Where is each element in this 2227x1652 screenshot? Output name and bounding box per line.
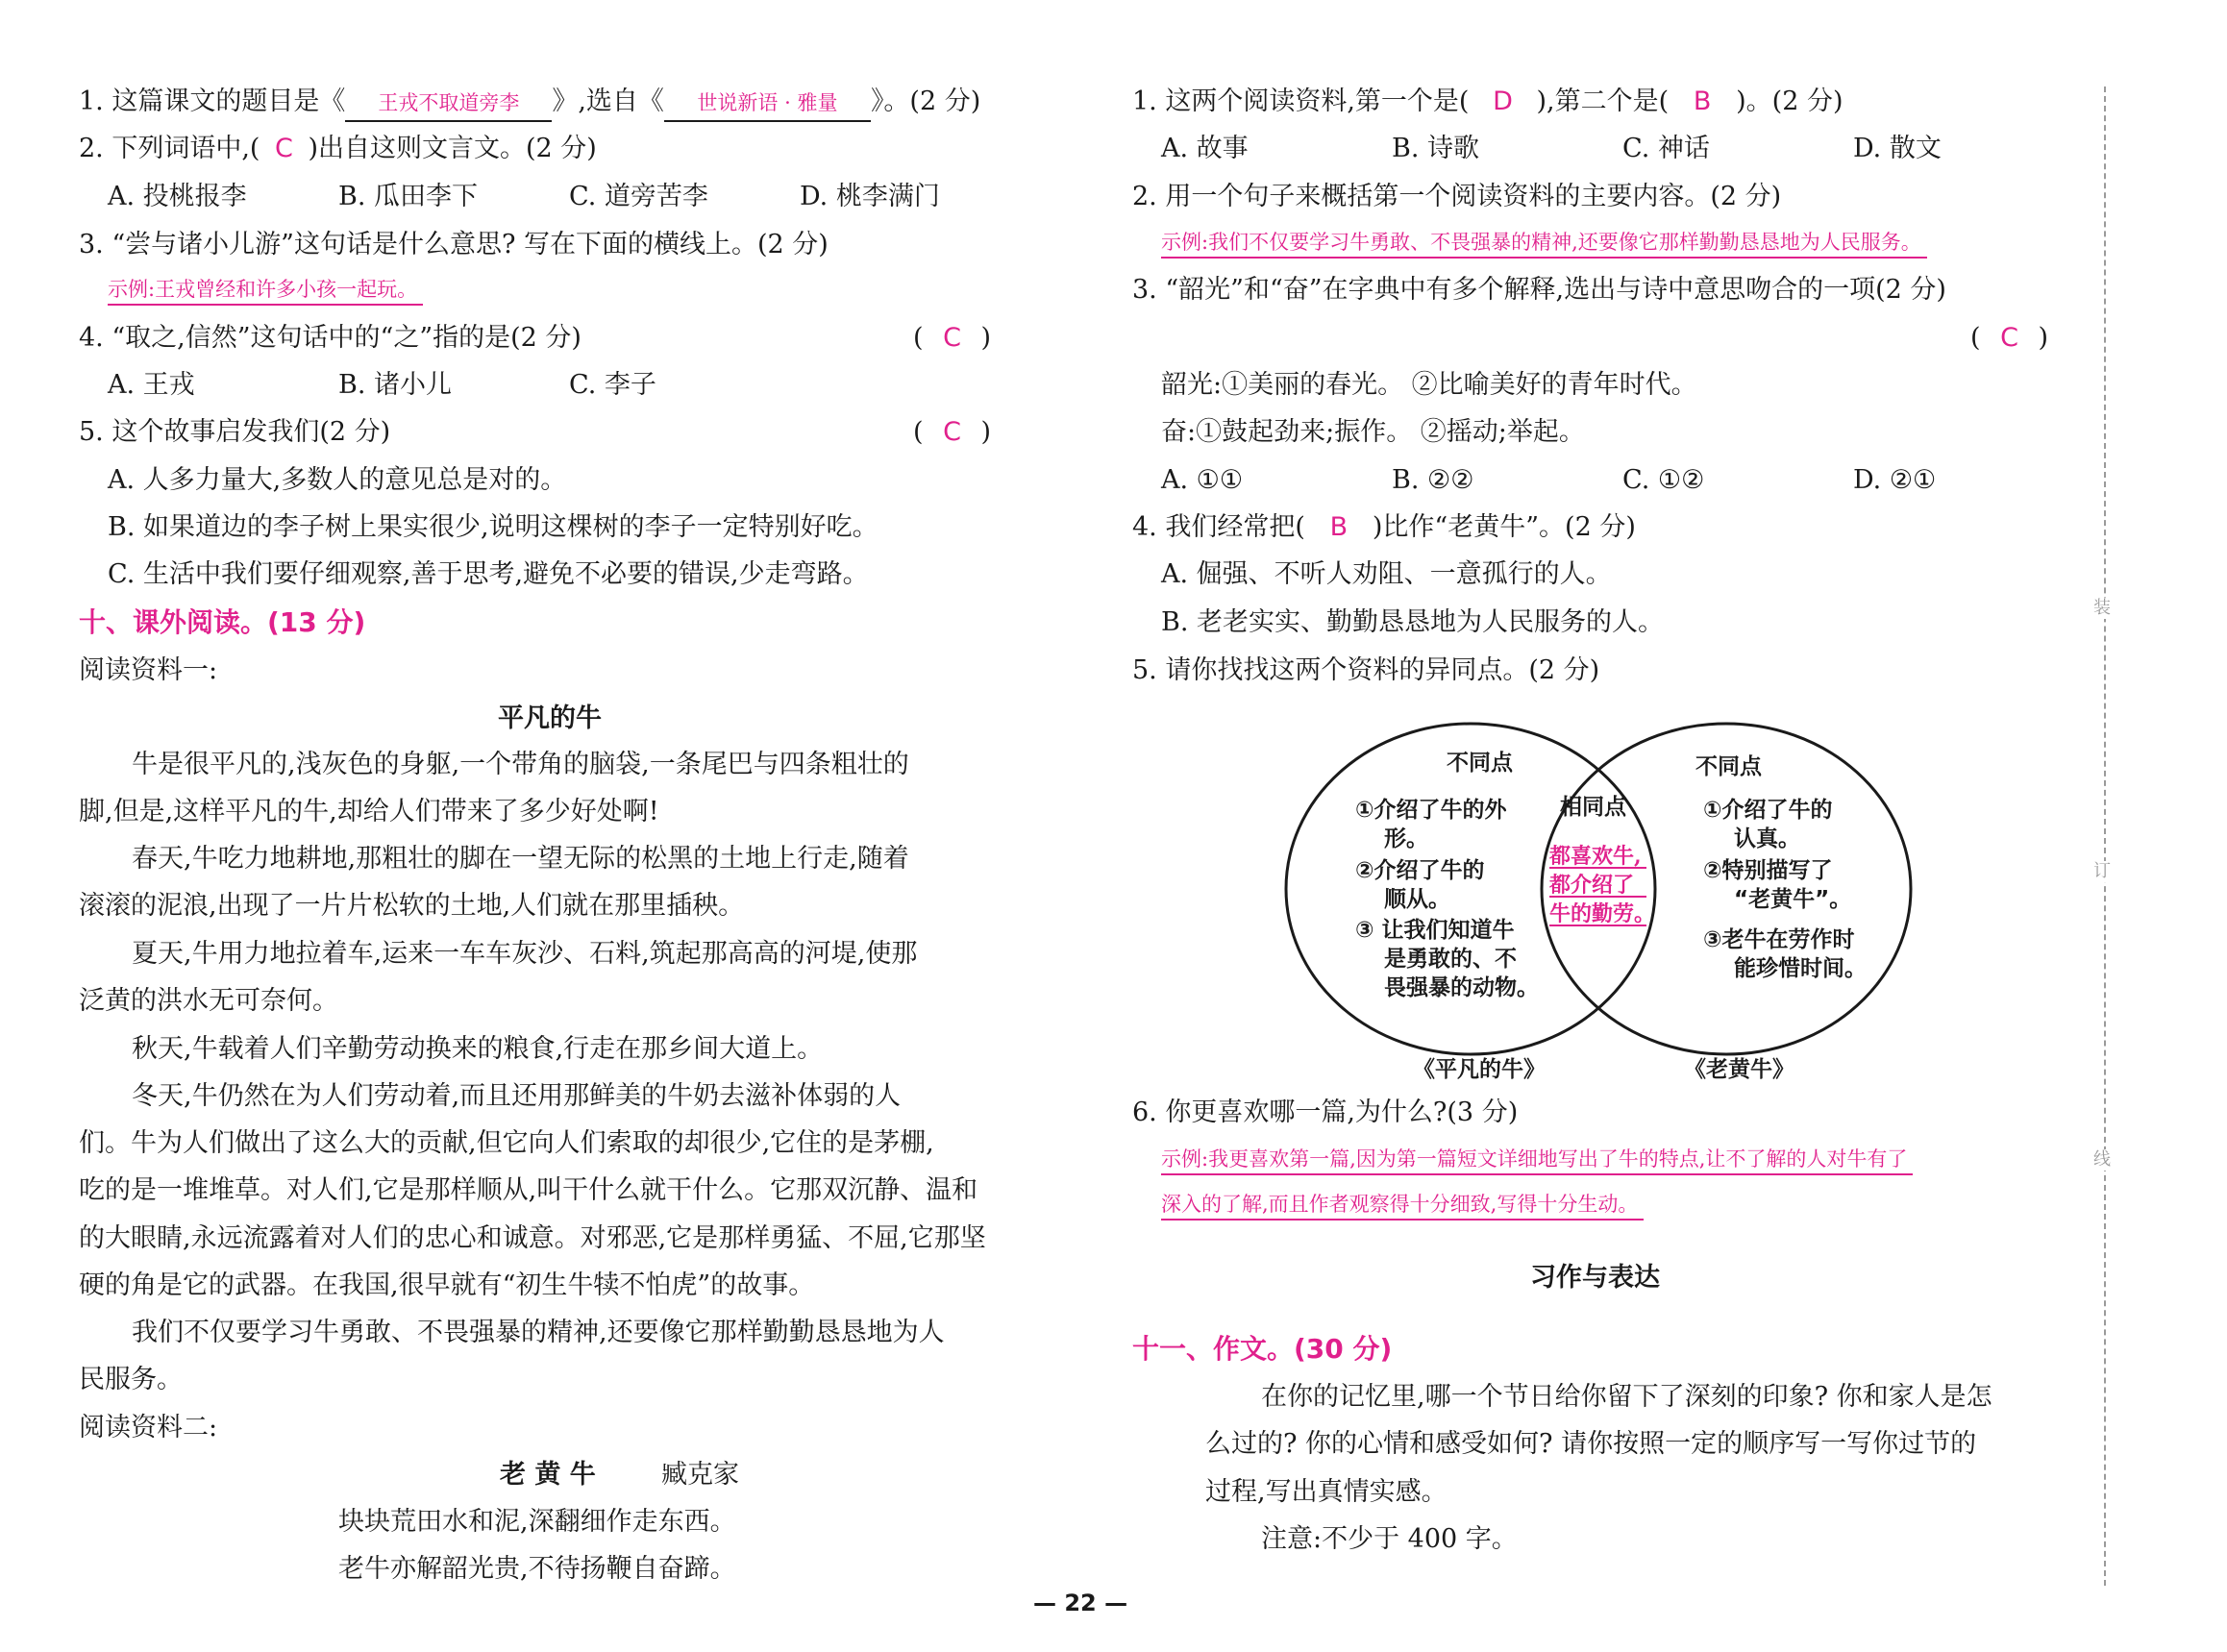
q1-text-mid: 》,选自《: [552, 86, 664, 116]
right-q4-option-a: A. 倔强、不听人劝阻、一意孤行的人。: [1161, 559, 1612, 589]
right-q1-option-c: C. 神话: [1622, 134, 1710, 163]
binding-line: [2104, 86, 2106, 1586]
right-q3-option-b: B. ②②: [1392, 465, 1474, 495]
venn-left-item: 顺从。: [1384, 887, 1450, 912]
q1-answer-source: 世说新语 · 雅量: [697, 91, 838, 114]
reading1-line: 脚,但是,这样平凡的牛,却给人们带来了多少好处啊!: [79, 797, 659, 826]
reading1-line: 硬的角是它的武器。在我国,很早就有“初生牛犊不怕虎”的故事。: [79, 1270, 815, 1300]
right-q6-answer: 示例:我更喜欢第一篇,因为第一篇短文详细地写出了牛的特点,让不了解的人对牛有了: [1161, 1145, 1913, 1175]
rq1-answer-1: D: [1493, 86, 1513, 116]
right-q4-option-b: B. 老老实实、勤勤恳恳地为人民服务的人。: [1161, 607, 1665, 637]
reading1-line: 的大眼睛,永远流露着对人们的忠心和诚意。对邪恶,它是那样勇猛、不屈,它那坚: [79, 1223, 986, 1253]
left-q5-option-a: A. 人多力量大,多数人的意见总是对的。: [108, 465, 567, 495]
venn-left-item: ②介绍了牛的: [1355, 858, 1485, 883]
left-q4-paren: ( C ): [913, 321, 991, 356]
reading1-line: 吃的是一堆堆草。对人们,它是那样顺从,叫干什么就干什么。它那双沉静、温和: [79, 1175, 978, 1205]
venn-right-item: 认真。: [1734, 826, 1800, 851]
right-q1: [1132, 85, 1843, 119]
reading1-line: 春天,牛吃力地耕地,那粗壮的脚在一望无际的松黑的土地上行走,随着: [132, 844, 909, 874]
left-q2-option-a: A. 投桃报李: [108, 182, 247, 211]
left-q2-option-b: B. 瓜田李下: [338, 182, 479, 211]
binding-mark: 装: [2093, 598, 2111, 618]
section-11-title: 十一、作文。(30 分): [1132, 1333, 1393, 1365]
rq4-answer: B: [1329, 512, 1349, 542]
rq4-text: 4. 我们经常把(: [1132, 512, 1305, 542]
right-q5: 5. 请你找找这两个资料的异同点。(2 分): [1132, 655, 1600, 685]
binding-mark: 线: [2093, 1149, 2111, 1170]
left-q4: 4. “取之,信然”这句话中的“之”指的是(2 分): [79, 323, 581, 353]
q2-text-post: )出自这则文言文。(2 分): [308, 134, 597, 163]
right-q2: 2. 用一个句子来概括第一个阅读资料的主要内容。(2 分): [1132, 182, 1782, 211]
right-q3-def1: 韶光:①美丽的春光。 ②比喻美好的青年时代。: [1161, 370, 1697, 400]
poem-title: 老 黄 牛: [500, 1460, 596, 1490]
venn-right-item: “老黄牛”。: [1734, 887, 1852, 912]
right-q6: 6. 你更喜欢哪一篇,为什么?(3 分): [1132, 1097, 1519, 1127]
venn-mid-answer: 都喜欢牛,: [1549, 844, 1642, 869]
reading1-line: 民服务。: [79, 1365, 183, 1394]
q2-answer: C: [275, 134, 293, 163]
right-q3-option-c: C. ①②: [1622, 465, 1705, 495]
q4-answer: C: [943, 323, 961, 353]
page-number: — 22 —: [1033, 1590, 1128, 1616]
venn-right-item: ③老牛在劳作时: [1703, 927, 1855, 952]
venn-right-item: 能珍惜时间。: [1734, 956, 1867, 981]
venn-left-item: ③ 让我们知道牛: [1355, 918, 1515, 943]
venn-left-label: 《平凡的牛》: [1413, 1057, 1546, 1082]
left-q3-answer: 示例:王戎曾经和许多小孩一起玩。: [108, 275, 423, 306]
right-q3-option-a: A. ①①: [1161, 465, 1244, 495]
essay-line: 过程,写出真情实感。: [1205, 1477, 1448, 1507]
left-q5: 5. 这个故事启发我们(2 分): [79, 417, 391, 447]
right-q3-def2: 奋:①鼓起劲来;振作。 ②摇动;举起。: [1161, 417, 1585, 447]
venn-mid-title: 相同点: [1560, 795, 1626, 820]
essay-note: 注意:不少于 400 字。: [1261, 1524, 1518, 1554]
reading1-line: 滚滚的泥浪,出现了一片片松软的土地,人们就在那里插秧。: [79, 891, 745, 921]
left-q4-option-b: B. 诸小儿: [338, 370, 453, 400]
right-q6-answer: 深入的了解,而且作者观察得十分细致,写得十分生动。: [1161, 1190, 1644, 1221]
q2-text: 2. 下列词语中,(: [79, 134, 260, 163]
right-q1-option-a: A. 故事: [1161, 134, 1249, 163]
reading2-label: 阅读资料二:: [79, 1413, 218, 1442]
poem-author: 臧克家: [661, 1460, 739, 1490]
right-q2-answer: 示例:我们不仅要学习牛勇敢、不畏强暴的精神,还要像它那样勤勤恳恳地为人民服务。: [1161, 228, 1927, 259]
venn-left-item: 畏强暴的动物。: [1384, 975, 1539, 1000]
venn-right-item: ①介绍了牛的: [1703, 798, 1833, 823]
right-q1-option-d: D. 散文: [1853, 134, 1942, 163]
right-q3-paren: ( C ): [1970, 321, 2048, 356]
left-q3: 3. “尝与诸小儿游”这句话是什么意思? 写在下面的横线上。(2 分): [79, 230, 829, 259]
venn-left-item: ①介绍了牛的外: [1355, 798, 1507, 823]
venn-diagram: [1278, 706, 1970, 1091]
rq1-answer-2: B: [1693, 86, 1712, 116]
left-q5-option-b: B. 如果道边的李子树上果实很少,说明这棵树的李子一定特别好吃。: [108, 512, 878, 542]
reading1-line: 秋天,牛载着人们辛勤劳动换来的粮食,行走在那乡间大道上。: [132, 1034, 824, 1064]
rq3-answer: C: [2000, 323, 2018, 353]
venn-left-title: 不同点: [1447, 751, 1513, 776]
q1-text-post: 》。(2 分): [870, 86, 981, 116]
rq1-text-mid: ),第二个是(: [1536, 86, 1670, 116]
essay-line: 在你的记忆里,哪一个节日给你留下了深刻的印象? 你和家人是怎: [1261, 1382, 1992, 1412]
reading1-line: 泛黄的洪水无可奈何。: [79, 986, 338, 1016]
right-q3: 3. “韶光”和“奋”在字典中有多个解释,选出与诗中意思吻合的一项(2 分): [1132, 275, 1946, 305]
reading1-line: 们。牛为人们做出了这么大的贡献,但它向人们索取的却很少,它住的是茅棚,: [79, 1128, 934, 1158]
q1-answer-title: 王戎不取道旁李: [378, 91, 520, 114]
q1-text: 1. 这篇课文的题目是《: [79, 86, 346, 116]
venn-mid-answer: 都介绍了: [1549, 873, 1635, 898]
rq1-text-post: )。(2 分): [1736, 86, 1843, 116]
reading1-line: 牛是很平凡的,浅灰色的身躯,一个带角的脑袋,一条尾巴与四条粗壮的: [132, 750, 909, 779]
essay-line: 么过的? 你的心情和感受如何? 请你按照一定的顺序写一写你过节的: [1205, 1429, 1977, 1459]
venn-left-item: 形。: [1384, 826, 1428, 851]
left-q5-option-c: C. 生活中我们要仔细观察,善于思考,避免不必要的错误,少走弯路。: [108, 559, 869, 589]
venn-right-item: ②特别描写了: [1703, 858, 1833, 883]
left-q2-option-c: C. 道旁苦李: [569, 182, 708, 211]
rq1-text: 1. 这两个阅读资料,第一个是(: [1132, 86, 1470, 116]
right-q3-option-d: D. ②①: [1853, 465, 1937, 495]
section-10-title: 十、课外阅读。(13 分): [79, 606, 366, 638]
venn-mid-answer: 牛的勤劳。: [1549, 901, 1656, 926]
right-q4: [1132, 510, 1636, 545]
section-heading: 习作与表达: [1530, 1263, 1660, 1293]
left-q4-option-c: C. 李子: [569, 370, 656, 400]
q5-answer: C: [943, 417, 961, 447]
right-q1-option-b: B. 诗歌: [1392, 134, 1480, 163]
left-q4-option-a: A. 王戎: [108, 370, 195, 400]
rq4-text-post: )比作“老黄牛”。(2 分): [1372, 512, 1636, 542]
reading1-label: 阅读资料一:: [79, 655, 218, 685]
venn-right-label: 《老黄牛》: [1684, 1057, 1794, 1082]
binding-mark: 订: [2093, 861, 2111, 881]
left-q5-paren: ( C ): [913, 415, 991, 450]
venn-left-item: 是勇敢的、不: [1384, 947, 1517, 972]
poem-line: 老牛亦解韶光贵,不待扬鞭自奋蹄。: [338, 1554, 736, 1584]
left-q1: [79, 85, 980, 122]
reading1-line: 夏天,牛用力地拉着车,运来一车车灰沙、石料,筑起那高高的河堤,使那: [132, 939, 918, 969]
left-q2-option-d: D. 桃李满门: [800, 182, 940, 211]
reading1-line: 冬天,牛仍然在为人们劳动着,而且还用那鲜美的牛奶去滋补体弱的人: [132, 1081, 902, 1111]
left-q2: [79, 132, 597, 166]
poem-line: 块块荒田水和泥,深翻细作走东西。: [338, 1507, 736, 1537]
venn-right-title: 不同点: [1695, 754, 1762, 779]
reading1-title: 平凡的牛: [498, 703, 602, 733]
reading1-line: 我们不仅要学习牛勇敢、不畏强暴的精神,还要像它那样勤勤恳恳地为人: [132, 1318, 945, 1347]
